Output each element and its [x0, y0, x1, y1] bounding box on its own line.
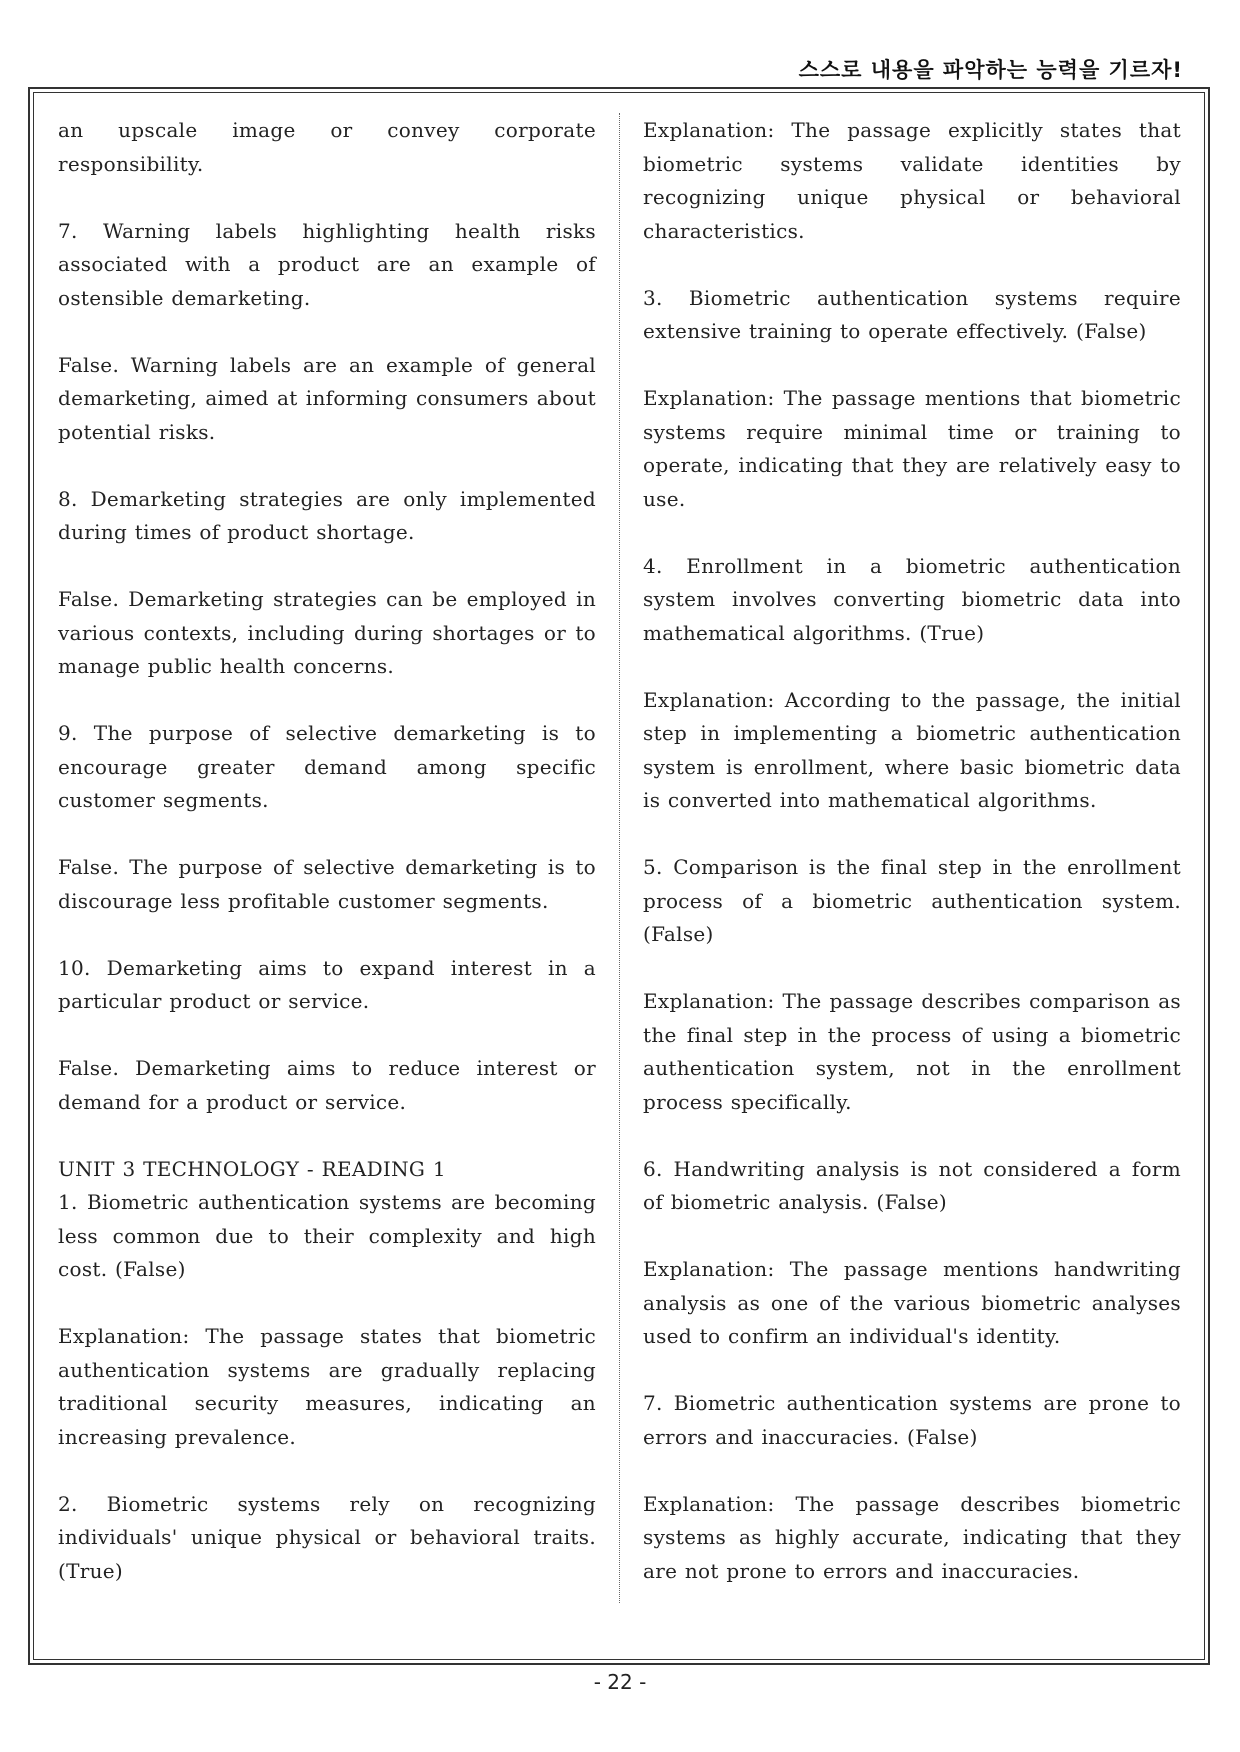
question: 7. Warning labels highlighting health risks associated with a product are an example of ostensible demarketing. [58, 218, 596, 310]
page-header-title: 스스로 내용을 파악하는 능력을 기르자! [798, 58, 1183, 82]
column-divider [619, 113, 620, 1603]
question: 8. Demarketing strategies are only implemented during times of product shortage. [58, 486, 596, 544]
explanation: Explanation: The passage explicitly states that biometric systems validate identities by recognizing unique physical or behavioral characteristics. [643, 118, 1181, 243]
explanation: Explanation: The passage states that biometric authentication systems are gradually replacing traditional security measures, indicating an increasing prevalence. [58, 1324, 596, 1449]
answer: False. The purpose of selective demarketing is to discourage less profitable customer segments. [58, 855, 596, 913]
question: 3. Biometric authentication systems require extensive training to operate effectively. (False) [643, 285, 1181, 343]
question: 5. Comparison is the final step in the enrollment process of a biometric authentication system. (False) [643, 855, 1181, 946]
explanation: Explanation: The passage describes comparison as the final step in the process of using a biometric authentication system, not in the enrollment process specifically. [643, 989, 1181, 1114]
right-column [643, 114, 1181, 1622]
question: 6. Handwriting analysis is not considered a form of biometric analysis. (False) [643, 1156, 1181, 1214]
explanation: Explanation: The passage mentions that biometric systems require minimal time or training to operate, indicating that they are relatively easy to use. [643, 386, 1181, 511]
answer: False. Demarketing aims to reduce interest or demand for a product or service. [58, 1056, 596, 1114]
question: 9. The purpose of selective demarketing is to encourage greater demand among specific customer segments. [58, 721, 596, 812]
question: 2. Biometric systems rely on recognizing individuals' unique physical or behavioral traits. (True) [58, 1491, 596, 1583]
left-column [58, 114, 596, 1622]
question: 7. Biometric authentication systems are prone to errors and inaccuracies. (False) [643, 1391, 1181, 1449]
answer: False. Warning labels are an example of general demarketing, aimed at informing consumers about potential risks. [58, 352, 596, 444]
question: 4. Enrollment in a biometric authentication system involves converting biometric data into mathematical algorithms. (True) [643, 553, 1181, 645]
question: 10. Demarketing aims to expand interest in a particular product or service. [58, 955, 596, 1013]
page-number: - 22 - [593, 1670, 647, 1694]
explanation: Explanation: According to the passage, the initial step in implementing a biometric authentication system is enrollment, where basic biometric data is converted into mathematical algorithms. [643, 687, 1181, 812]
question: 1. Biometric authentication systems are becoming less common due to their complexity and high cost. (False) [58, 1190, 596, 1281]
paragraph: an upscale image or convey corporate responsibility. [58, 118, 596, 176]
answer: False. Demarketing strategies can be employed in various contexts, including during shortages or to manage public health concerns. [58, 587, 596, 678]
unit-heading: UNIT 3 TECHNOLOGY - READING 1 [58, 1156, 446, 1181]
explanation: Explanation: The passage mentions handwriting analysis as one of the various biometric analyses used to confirm an individual's identity. [643, 1257, 1181, 1348]
explanation: Explanation: The passage describes biometric systems as highly accurate, indicating that they are not prone to errors and inaccuracies. [643, 1491, 1181, 1583]
